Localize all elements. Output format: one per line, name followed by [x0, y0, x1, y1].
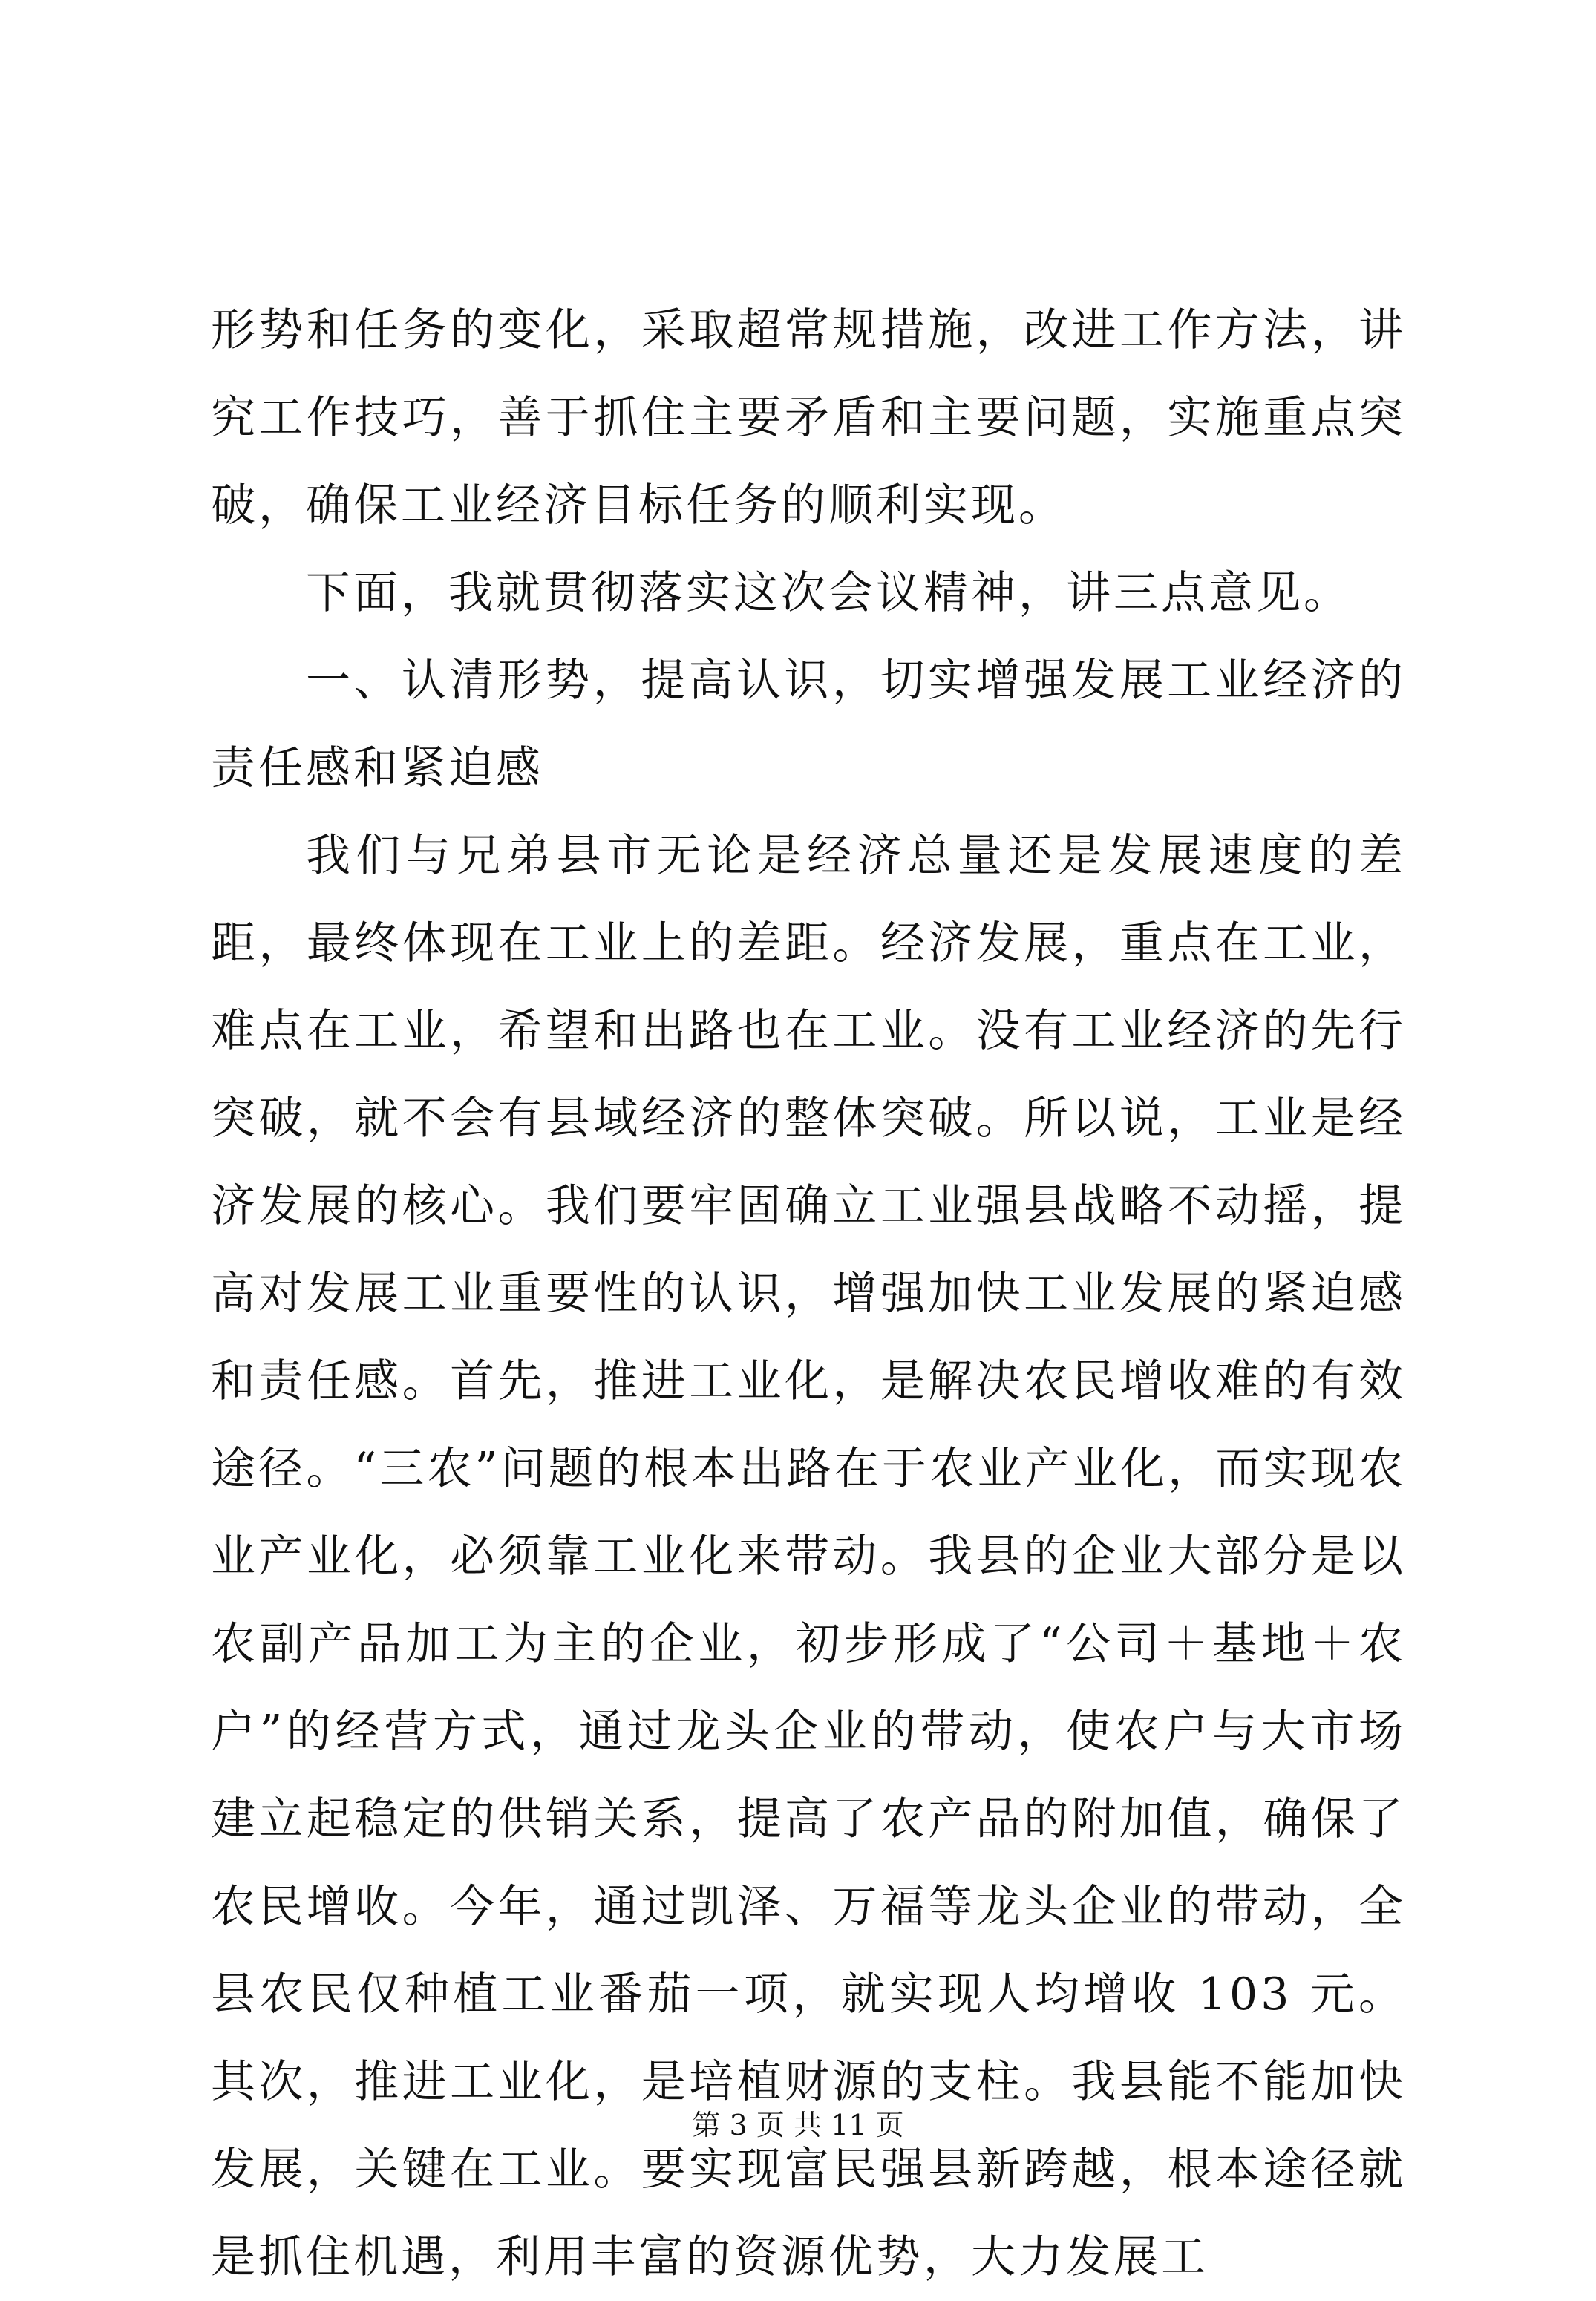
section-heading-one: 一、认清形势，提高认识，切实增强发展工业经济的责任感和紧迫感	[211, 655, 1406, 794]
paragraph-continuation: 形势和任务的变化，采取超常规措施，改进工作方法，讲究工作技巧，善于抓住主要矛盾和主要问题，实施重点突破，确保工业经济目标任务的顺利实现。	[211, 304, 1406, 531]
page-number-footer: 第 3 页 共 11 页	[692, 2109, 904, 2141]
document-body	[211, 287, 1406, 2301]
paragraph-intro: 下面，我就贯彻落实这次会议精神，讲三点意见。	[306, 567, 1351, 619]
paragraph-body: 我们与兄弟县市无论是经济总量还是发展速度的差距，最终体现在工业上的差距。经济发展，重点在工业，难点在工业，希望和出路也在工业。没有工业经济的先行突破，就不会有县域经济的整体突破。所以说，工业是经济发展的核心。我们要牢固确立工业强县战略不动摇，提高对发展工业重要性的认识，增强加快工业发展的紧迫感和责任感。首先，推进工业化，是解决农民增收难的有效途径。“三农”问题的根本出路在于农业产业化，而实现农业产业化，必须靠工业化来带动。我县的企业大部分是以农副产品加工为主的企业，初步形成了“公司＋基地＋农户”的经营方式，通过龙头企业的带动，使农户与大市场建立起稳定的供销关系，提高了农产品的附加值，确保了农民增收。今年，通过凯泽、万福等龙头企业的带动，全县农民仅种植工业番茄一项，就实现人均增收 103 元。其次，推进工业化，是培植财源的支柱。我县能不能加快发展，关键在工业。要实现富民强县新跨越，根本途径就是抓住机遇，利用丰富的资源优势，大力发展工	[211, 830, 1406, 2283]
